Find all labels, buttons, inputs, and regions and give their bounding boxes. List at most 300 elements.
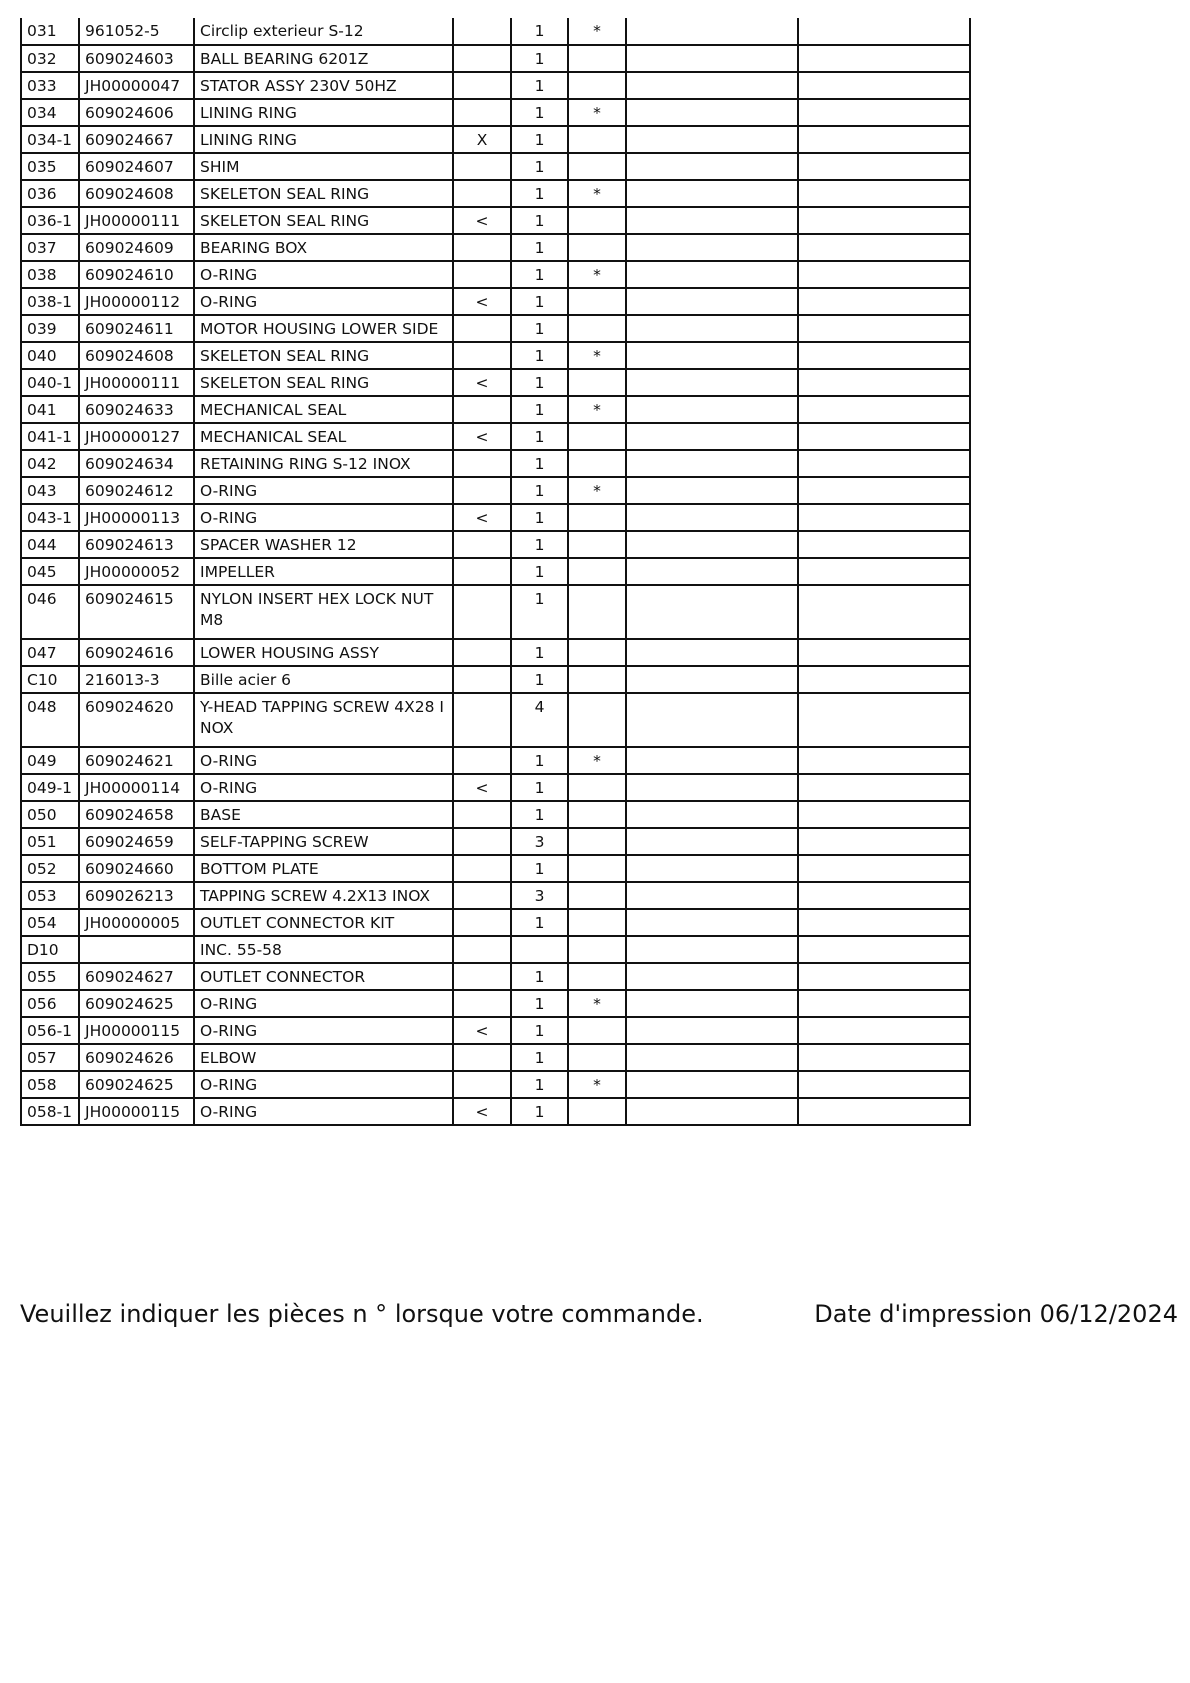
wear-part-marker-cell [568, 369, 626, 396]
wear-part-marker-cell [568, 639, 626, 666]
quantity-cell: 1 [511, 288, 568, 315]
table-row [21, 639, 970, 666]
quantity-cell: 1 [511, 990, 568, 1017]
item-number-cell: 052 [21, 855, 79, 882]
table-row [21, 342, 970, 369]
wear-part-marker-cell [568, 45, 626, 72]
table-row [21, 1071, 970, 1098]
item-number-cell: 040 [21, 342, 79, 369]
blank-cell [626, 693, 798, 747]
table-row [21, 396, 970, 423]
quantity-cell: 1 [511, 369, 568, 396]
quantity-cell: 1 [511, 855, 568, 882]
part-number-cell: 609024616 [79, 639, 194, 666]
blank-cell [626, 18, 798, 45]
flag-cell [453, 936, 511, 963]
table-row [21, 1017, 970, 1044]
description-cell: IMPELLER [194, 558, 453, 585]
wear-part-marker-cell [568, 72, 626, 99]
flag-cell [453, 315, 511, 342]
item-number-cell: 036 [21, 180, 79, 207]
flag-cell: < [453, 504, 511, 531]
wear-part-marker-cell: * [568, 99, 626, 126]
item-number-cell: 031 [21, 18, 79, 45]
item-number-cell: 038 [21, 261, 79, 288]
blank-cell [626, 936, 798, 963]
flag-cell: < [453, 423, 511, 450]
quantity-cell: 1 [511, 585, 568, 639]
description-cell: OUTLET CONNECTOR [194, 963, 453, 990]
table-row [21, 936, 970, 963]
blank-cell [798, 234, 970, 261]
flag-cell [453, 45, 511, 72]
quantity-cell: 1 [511, 72, 568, 99]
wear-part-marker-cell [568, 693, 626, 747]
table-row [21, 477, 970, 504]
table-row [21, 126, 970, 153]
flag-cell [453, 153, 511, 180]
blank-cell [626, 72, 798, 99]
description-cell: SKELETON SEAL RING [194, 180, 453, 207]
flag-cell [453, 666, 511, 693]
quantity-cell: 1 [511, 909, 568, 936]
part-number-cell: JH00000111 [79, 369, 194, 396]
part-number-cell: JH00000115 [79, 1098, 194, 1125]
blank-cell [626, 99, 798, 126]
blank-cell [626, 909, 798, 936]
blank-cell [798, 45, 970, 72]
flag-cell [453, 18, 511, 45]
blank-cell [798, 126, 970, 153]
blank-cell [798, 369, 970, 396]
flag-cell: < [453, 207, 511, 234]
description-cell: SKELETON SEAL RING [194, 342, 453, 369]
wear-part-marker-cell: * [568, 261, 626, 288]
quantity-cell: 1 [511, 801, 568, 828]
table-row [21, 882, 970, 909]
flag-cell: < [453, 1017, 511, 1044]
flag-cell [453, 909, 511, 936]
quantity-cell: 1 [511, 207, 568, 234]
quantity-cell: 1 [511, 531, 568, 558]
blank-cell [798, 504, 970, 531]
blank-cell [626, 1044, 798, 1071]
table-row [21, 72, 970, 99]
description-cell: OUTLET CONNECTOR KIT [194, 909, 453, 936]
blank-cell [798, 288, 970, 315]
blank-cell [626, 450, 798, 477]
quantity-cell: 1 [511, 234, 568, 261]
item-number-cell: 034 [21, 99, 79, 126]
description-cell: O-RING [194, 477, 453, 504]
blank-cell [798, 774, 970, 801]
item-number-cell: D10 [21, 936, 79, 963]
wear-part-marker-cell [568, 774, 626, 801]
table-row [21, 45, 970, 72]
wear-part-marker-cell [568, 423, 626, 450]
blank-cell [798, 477, 970, 504]
wear-part-marker-cell [568, 909, 626, 936]
flag-cell [453, 963, 511, 990]
blank-cell [626, 585, 798, 639]
flag-cell [453, 477, 511, 504]
part-number-cell: 609024627 [79, 963, 194, 990]
blank-cell [626, 1098, 798, 1125]
description-cell: RETAINING RING S-12 INOX [194, 450, 453, 477]
table-row [21, 666, 970, 693]
item-number-cell: 032 [21, 45, 79, 72]
flag-cell: < [453, 288, 511, 315]
item-number-cell: 049-1 [21, 774, 79, 801]
wear-part-marker-cell [568, 963, 626, 990]
blank-cell [798, 693, 970, 747]
description-cell: Circlip exterieur S-12 [194, 18, 453, 45]
item-number-cell: 034-1 [21, 126, 79, 153]
part-number-cell: JH00000113 [79, 504, 194, 531]
description-cell: ELBOW [194, 1044, 453, 1071]
blank-cell [798, 855, 970, 882]
table-row [21, 585, 970, 639]
part-number-cell: 609024626 [79, 1044, 194, 1071]
part-number-cell: JH00000047 [79, 72, 194, 99]
table-row [21, 153, 970, 180]
blank-cell [626, 45, 798, 72]
blank-cell [798, 153, 970, 180]
blank-cell [626, 639, 798, 666]
item-number-cell: 056-1 [21, 1017, 79, 1044]
wear-part-marker-cell: * [568, 990, 626, 1017]
item-number-cell: 039 [21, 315, 79, 342]
description-cell: BEARING BOX [194, 234, 453, 261]
flag-cell [453, 585, 511, 639]
item-number-cell: 051 [21, 828, 79, 855]
quantity-cell: 1 [511, 450, 568, 477]
blank-cell [798, 315, 970, 342]
item-number-cell: 053 [21, 882, 79, 909]
quantity-cell: 1 [511, 18, 568, 45]
part-number-cell: 609024634 [79, 450, 194, 477]
blank-cell [798, 828, 970, 855]
table-row [21, 99, 970, 126]
table-row [21, 369, 970, 396]
quantity-cell: 1 [511, 477, 568, 504]
item-number-cell: 056 [21, 990, 79, 1017]
parts-list-table [20, 18, 971, 1126]
flag-cell [453, 639, 511, 666]
flag-cell [453, 558, 511, 585]
item-number-cell: 046 [21, 585, 79, 639]
flag-cell [453, 261, 511, 288]
blank-cell [798, 1071, 970, 1098]
quantity-cell: 3 [511, 828, 568, 855]
blank-cell [626, 1071, 798, 1098]
table-row [21, 504, 970, 531]
quantity-cell: 1 [511, 639, 568, 666]
wear-part-marker-cell: * [568, 1071, 626, 1098]
wear-part-marker-cell [568, 531, 626, 558]
blank-cell [626, 990, 798, 1017]
blank-cell [626, 207, 798, 234]
description-cell: LINING RING [194, 126, 453, 153]
flag-cell: X [453, 126, 511, 153]
item-number-cell: 033 [21, 72, 79, 99]
table-row [21, 207, 970, 234]
table-row [21, 1098, 970, 1125]
item-number-cell: 043-1 [21, 504, 79, 531]
flag-cell [453, 1071, 511, 1098]
wear-part-marker-cell [568, 882, 626, 909]
wear-part-marker-cell: * [568, 396, 626, 423]
description-cell: O-RING [194, 261, 453, 288]
quantity-cell: 1 [511, 45, 568, 72]
item-number-cell: 041-1 [21, 423, 79, 450]
part-number-cell: 609024633 [79, 396, 194, 423]
item-number-cell: 045 [21, 558, 79, 585]
item-number-cell: C10 [21, 666, 79, 693]
wear-part-marker-cell [568, 153, 626, 180]
quantity-cell: 1 [511, 423, 568, 450]
item-number-cell: 048 [21, 693, 79, 747]
item-number-cell: 057 [21, 1044, 79, 1071]
description-cell: SKELETON SEAL RING [194, 369, 453, 396]
part-number-cell: 216013-3 [79, 666, 194, 693]
part-number-cell: 609024608 [79, 342, 194, 369]
part-number-cell: 609024611 [79, 315, 194, 342]
table-row [21, 801, 970, 828]
blank-cell [798, 342, 970, 369]
flag-cell [453, 72, 511, 99]
part-number-cell: 609024620 [79, 693, 194, 747]
table-row [21, 990, 970, 1017]
part-number-cell: 609024607 [79, 153, 194, 180]
item-number-cell: 041 [21, 396, 79, 423]
quantity-cell: 1 [511, 666, 568, 693]
table-row [21, 774, 970, 801]
flag-cell: < [453, 369, 511, 396]
table-row [21, 234, 970, 261]
blank-cell [626, 666, 798, 693]
part-number-cell: JH00000005 [79, 909, 194, 936]
item-number-cell: 036-1 [21, 207, 79, 234]
table-row [21, 909, 970, 936]
part-number-cell: 609024625 [79, 1071, 194, 1098]
blank-cell [626, 261, 798, 288]
wear-part-marker-cell [568, 1098, 626, 1125]
table-row [21, 531, 970, 558]
blank-cell [798, 666, 970, 693]
blank-cell [798, 1017, 970, 1044]
description-cell: MECHANICAL SEAL [194, 396, 453, 423]
blank-cell [798, 882, 970, 909]
wear-part-marker-cell [568, 666, 626, 693]
wear-part-marker-cell [568, 936, 626, 963]
item-number-cell: 037 [21, 234, 79, 261]
quantity-cell: 4 [511, 693, 568, 747]
description-cell: O-RING [194, 1071, 453, 1098]
blank-cell [798, 801, 970, 828]
wear-part-marker-cell [568, 855, 626, 882]
wear-part-marker-cell [568, 450, 626, 477]
description-cell: SPACER WASHER 12 [194, 531, 453, 558]
wear-part-marker-cell: * [568, 477, 626, 504]
wear-part-marker-cell [568, 288, 626, 315]
description-cell: O-RING [194, 504, 453, 531]
quantity-cell: 1 [511, 747, 568, 774]
item-number-cell: 035 [21, 153, 79, 180]
blank-cell [798, 261, 970, 288]
part-number-cell: 609024660 [79, 855, 194, 882]
description-cell: O-RING [194, 990, 453, 1017]
item-number-cell: 049 [21, 747, 79, 774]
part-number-cell: 609024659 [79, 828, 194, 855]
blank-cell [626, 882, 798, 909]
blank-cell [798, 585, 970, 639]
description-cell: O-RING [194, 1017, 453, 1044]
wear-part-marker-cell [568, 585, 626, 639]
wear-part-marker-cell: * [568, 342, 626, 369]
item-number-cell: 047 [21, 639, 79, 666]
description-cell: O-RING [194, 774, 453, 801]
blank-cell [798, 423, 970, 450]
item-number-cell: 055 [21, 963, 79, 990]
blank-cell [626, 153, 798, 180]
quantity-cell: 1 [511, 774, 568, 801]
flag-cell [453, 180, 511, 207]
wear-part-marker-cell [568, 126, 626, 153]
wear-part-marker-cell [568, 504, 626, 531]
quantity-cell: 1 [511, 558, 568, 585]
blank-cell [626, 288, 798, 315]
table-row [21, 558, 970, 585]
quantity-cell: 1 [511, 180, 568, 207]
item-number-cell: 058 [21, 1071, 79, 1098]
flag-cell [453, 531, 511, 558]
description-cell: SHIM [194, 153, 453, 180]
part-number-cell: 609024613 [79, 531, 194, 558]
table-row [21, 450, 970, 477]
quantity-cell [511, 936, 568, 963]
part-number-cell: 609026213 [79, 882, 194, 909]
wear-part-marker-cell: * [568, 180, 626, 207]
table-row [21, 180, 970, 207]
blank-cell [798, 990, 970, 1017]
wear-part-marker-cell [568, 828, 626, 855]
flag-cell [453, 855, 511, 882]
part-number-cell: 609024612 [79, 477, 194, 504]
description-cell: NYLON INSERT HEX LOCK NUT M8 [194, 585, 453, 639]
quantity-cell: 1 [511, 1098, 568, 1125]
description-cell: O-RING [194, 1098, 453, 1125]
wear-part-marker-cell: * [568, 18, 626, 45]
item-number-cell: 043 [21, 477, 79, 504]
part-number-cell: JH00000127 [79, 423, 194, 450]
flag-cell: < [453, 1098, 511, 1125]
blank-cell [626, 234, 798, 261]
flag-cell [453, 747, 511, 774]
blank-cell [798, 72, 970, 99]
item-number-cell: 038-1 [21, 288, 79, 315]
blank-cell [626, 1017, 798, 1044]
part-number-cell: JH00000111 [79, 207, 194, 234]
wear-part-marker-cell [568, 801, 626, 828]
description-cell: Bille acier 6 [194, 666, 453, 693]
description-cell: BALL BEARING 6201Z [194, 45, 453, 72]
blank-cell [798, 207, 970, 234]
wear-part-marker-cell [568, 207, 626, 234]
blank-cell [626, 126, 798, 153]
flag-cell [453, 882, 511, 909]
blank-cell [626, 774, 798, 801]
order-instruction-note: Veuillez indiquer les pièces n ° lorsque votre commande. [20, 1300, 704, 1328]
part-number-cell: 609024621 [79, 747, 194, 774]
part-number-cell: JH00000115 [79, 1017, 194, 1044]
part-number-cell: 609024609 [79, 234, 194, 261]
quantity-cell: 1 [511, 99, 568, 126]
blank-cell [626, 504, 798, 531]
description-cell: MECHANICAL SEAL [194, 423, 453, 450]
description-cell: INC. 55-58 [194, 936, 453, 963]
table-row [21, 747, 970, 774]
flag-cell [453, 990, 511, 1017]
quantity-cell: 1 [511, 963, 568, 990]
flag-cell [453, 801, 511, 828]
description-cell: BOTTOM PLATE [194, 855, 453, 882]
part-number-cell: 961052-5 [79, 18, 194, 45]
part-number-cell: 609024667 [79, 126, 194, 153]
blank-cell [798, 963, 970, 990]
item-number-cell: 058-1 [21, 1098, 79, 1125]
description-cell: MOTOR HOUSING LOWER SIDE [194, 315, 453, 342]
table-row [21, 1044, 970, 1071]
blank-cell [798, 936, 970, 963]
table-row [21, 18, 970, 45]
part-number-cell: JH00000112 [79, 288, 194, 315]
description-cell: STATOR ASSY 230V 50HZ [194, 72, 453, 99]
blank-cell [626, 963, 798, 990]
blank-cell [798, 1098, 970, 1125]
part-number-cell: JH00000114 [79, 774, 194, 801]
quantity-cell: 1 [511, 1017, 568, 1044]
item-number-cell: 044 [21, 531, 79, 558]
blank-cell [626, 315, 798, 342]
blank-cell [798, 531, 970, 558]
blank-cell [626, 477, 798, 504]
flag-cell [453, 99, 511, 126]
blank-cell [626, 342, 798, 369]
description-cell: SELF-TAPPING SCREW [194, 828, 453, 855]
blank-cell [626, 747, 798, 774]
part-number-cell: 609024606 [79, 99, 194, 126]
blank-cell [626, 531, 798, 558]
blank-cell [798, 18, 970, 45]
table-row [21, 855, 970, 882]
flag-cell [453, 234, 511, 261]
quantity-cell: 3 [511, 882, 568, 909]
quantity-cell: 1 [511, 261, 568, 288]
parts-list-body [21, 18, 970, 1125]
description-cell: O-RING [194, 288, 453, 315]
table-row [21, 261, 970, 288]
flag-cell [453, 1044, 511, 1071]
blank-cell [798, 639, 970, 666]
quantity-cell: 1 [511, 1044, 568, 1071]
blank-cell [798, 450, 970, 477]
part-number-cell [79, 936, 194, 963]
part-number-cell: 609024608 [79, 180, 194, 207]
part-number-cell: 609024610 [79, 261, 194, 288]
part-number-cell: 609024615 [79, 585, 194, 639]
table-row [21, 963, 970, 990]
